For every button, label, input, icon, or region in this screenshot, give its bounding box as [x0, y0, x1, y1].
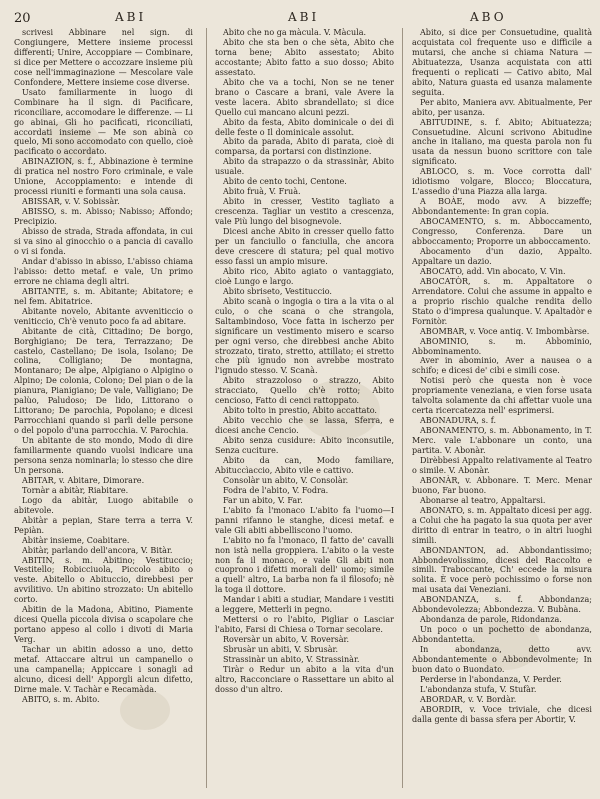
dictionary-entry: Per abito, Maniera avv. Abitualmente, Per abito, per usanza. [412, 97, 592, 117]
dictionary-entry: Abitante de cità, Cittadino; De borgo, Borghigiano; De tera, Terrazzano; De castelo, Castellano; De isola, Isolano; De colina, Colligiano; De montagna, Montanaro; De alpe, Alpigiano o Alpigino o Alpino; De colonia, Colono; Del pian o de la pianura, Pianigiano; De vale, Valligiano; De palùo, Paludoso; De lido, Littorano o Littorano; De parochia, Popolano; e dicesi Parrocchiani quando si parli delle persone o del popolo d'una parrocchia. V. Parochia. [14, 326, 193, 436]
dictionary-entry: ABONDANTON, ad. Abbondantissimo; Abbondevolissimo, dicesi del Raccolto e simili. Traboccante, Ch' eccede la misura solita. È voce però pochissimo o forse non mai usata dai Veneziani. [412, 545, 592, 595]
dictionary-entry: A BOÀE, modo avv. A bizzeffe; Abbondantemente: In gran copia. [412, 197, 592, 217]
dictionary-entry: Abito, si dice per Consuetudine, qualità acquistata col frequente uso e difficile a mutarsi, che anche si chiama Natura — Abituatezza, Usanza acquistata con atti frequenti o replicati — Cativo abito, Mal abito, Natura guasta ed usanza malamente seguita. [412, 28, 592, 97]
dictionary-entry: Abonarse al teatro, Appaltarsi. [420, 495, 546, 505]
dictionary-entry: ABLOCO, s. m. Voce corrotta dall' idiotismo volgare, Blocco; Bloccatura, L'assedio d'una Piazza alla larga. [412, 167, 592, 197]
dictionary-entry: Abito da festa, Abito dominicale o dei dì delle feste o Il dominicale assolut. [215, 117, 394, 137]
dictionary-entry: ABONADURA, s. f. [420, 416, 497, 426]
dictionary-entry: Mettersi o ro l'abito, Pigliar o Lasciar l'abito, Farsi di Chiesa o Tornar secolare. [215, 615, 394, 635]
dictionary-entry: Abito che va a tochi, Non se ne tener brano o Cascare a brani, vale Avere la veste lacera. Abito sbrandellato; si dice Quello cui mancano alcuni pezzi. [215, 77, 394, 117]
column-rule [206, 28, 207, 788]
dictionary-entry: Un abitante de sto mondo, Modo di dire familiarmente quando vuolsi indicare una persona senza nominarla; lo stesso che dire Un persona. [14, 436, 193, 475]
dictionary-entry: Abitin de la Madona, Abitino, Piamente dicesi Quella piccola divisa o scapolare che portano appeso al collo i divoti di Maria Verg. [14, 605, 193, 645]
dictionary-entry: Consolàr un abito, V. Consolàr. [223, 475, 349, 485]
dictionary-entry: In abondanza, detto avv. Abbondantemente o Abbondevolmente; In buon dato o Buondato. [412, 645, 592, 674]
dictionary-entry: Abito da can, Modo familiare, Abituccìaccio, Abito vile e cattivo. [215, 455, 394, 475]
dictionary-entry: Abondanza de parole, Ridondanza. [420, 615, 562, 625]
dictionary-entry: Abito da parada, Abito di parata, cioè di comparsa, da portarsi con distinzione. [215, 137, 394, 157]
dictionary-entry: Andar d'abisso in abisso, L'abisso chiama l'abisso: detto metaf. e vale, Un primo errore ne chiama degli altri. [14, 256, 193, 286]
dictionary-entry: Abito fruà, V. Fruà. [223, 187, 301, 197]
dictionary-entry: ABOCATO, add. Vin abocato, V. Vin. [420, 266, 566, 276]
text-columns [14, 28, 592, 794]
dictionary-entry: ABONAMENTO, s. m. Abbonamento, in T. Merc. vale L'abbonare un conto, una partita. V. Abonàr. [412, 426, 592, 456]
dictionary-entry: Fodra de l'abito, V. Fodra. [223, 485, 329, 495]
dictionary-entry: Abito che sta ben o che sèta, Abito che torna bene; Abito assestato; Abito accostante; Abito fatto a suo dosso; Abito assestato. [215, 37, 394, 77]
dictionary-entry: Abito vecchio che se lassa, Sferra, e dicesi anche Cencio. [215, 416, 394, 436]
dictionary-entry: Dirèbbesi Appalto relativamente al Teatro o simile. V. Abonàr. [412, 455, 592, 475]
dictionary-entry: ABITAR, v. Abitare, Dimorare. [22, 475, 145, 485]
dictionary-entry: Abito che no ga màcula. V. Màcula. [223, 28, 367, 37]
dictionary-entry: Roversàr un abito, V. Roversàr. [223, 635, 350, 645]
dictionary-entry: Abito sbriseto, Vestituccio. [223, 286, 332, 296]
dictionary-entry: Tiràr o Redur un abito a la vita d'un altro, Racconciare o Rassettare un abito al dosso d'un altro. [215, 665, 394, 694]
dictionary-entry: L'abito no fa l'monaco, Il fatto de' cavalli non istà nella groppiera. L'abito o la veste non fa il monaco, e vale Gli abiti non cuoprono i difetti morali dell' uomo; simile a quell' altro, La barba non fa il filosofo; nè la toga il dottore. [215, 535, 394, 595]
running-header [0, 10, 600, 28]
dictionary-entry: Abito de cento tochi, Centone. [223, 177, 347, 187]
dictionary-entry: Far un abito, V. Far. [223, 495, 303, 505]
dictionary-entry: ABINAZION, s. f., Abbinazione è termine di pratica nel nostro Foro criminale, e vale Unione, Accoppiamento: e intende di processi riuniti e formanti una sola causa. [14, 157, 193, 197]
dictionary-entry: Mandar i abiti a studiar, Mandare i vestiti a leggere, Metterli in pegno. [215, 595, 394, 615]
dictionary-entry: ABORDIR, v. Voce triviale, che dicesi dalla gente di bassa sfera per Abortir, V. [412, 704, 592, 724]
dictionary-entry: Abitante novelo, Abitante avveniticcio o veniticcio, Ch'è venuto poco fa ad abitare. [14, 306, 193, 326]
dictionary-entry: Abito strazzoloso o strazzo, Abito stracciato, Quello ch'è rotto; Abito cencioso, Fatto di cenci rattoppato. [215, 376, 394, 406]
dictionary-entry: ABONDANZA, s. f. Abbondanza; Abbondevolezza; Abbondezza. V. Bubàna. [412, 595, 592, 615]
dictionary-entry: Abisso de strada, Strada affondata, in cui si va sino al ginocchio o a pancia di cavallo o vi si fonda. [14, 227, 193, 256]
dictionary-entry: Abitàr, parlando dell'ancora, V. Bitàr. [22, 545, 173, 555]
dictionary-entry: ABORDAR, v. V. Bordàr. [420, 694, 517, 704]
dictionary-entry: ABOMINIO, s. m. Abbominio, Abbominamento. [412, 336, 592, 356]
column-middle [215, 28, 394, 792]
dictionary-entry: ABITANTE, s. m. Abitante; Abitatore; e nel fem. Abitatrice. [14, 286, 193, 306]
header-guide-right: ABO [470, 10, 507, 24]
dictionary-entry: ABITUDINE, s. f. Abito; Abituatezza; Consuetudine. Alcuni scrivono Abitudine anche in italiano, ma questa parola non fu usata da nessun buono scrittore con tale significato. [412, 117, 592, 167]
dictionary-entry: Abito tolto in prestio, Abito accattato. [223, 406, 377, 416]
dictionary-entry: Abito rico, Abito agiato o vantaggiato, cioè Lungo e largo. [215, 266, 394, 286]
dictionary-entry: Tornàr a abitàr, Riabitare. [22, 485, 129, 495]
dictionary-entry: Abito scanà o ingogia o tira a la vita o al culo, o che scana o che strangola, Saltambindoso, Voce fatta in ischerzo per significare un vestimento misero e scarso per ogni verso, che direbbesi anche Abito strozzato, tirato, stretto, attillato; ei stretto che più ignudo non avrebbe mostrato l'ignudo stesso. V. Scanà. [215, 296, 394, 376]
header-guide-left: ABI [115, 10, 147, 24]
dictionary-entry: Dicesi anche Abito in cresser quello fatto per un fanciullo o fanciulla, che ancora deve crescere di statura; pel qual motivo esso fassi un ampio misure. [215, 227, 394, 266]
column-right [412, 28, 592, 792]
dictionary-entry: Usato familiarmente in luogo di Combinare ha il sign. di Pacificare, riconciliare, accomodare le differenze. — Li go abinai, Gli ho pacificati, riconciliati, accordati insieme — Me son abinà co quelo, Mi sono accomodato con quello, cioè pacificato o accordato. [14, 87, 193, 157]
dictionary-entry: scrivesi Abbinare nel sign. di Congiungere, Mettere insieme processi differenti; Unire, Accoppiare — Combinare, si dice per Mettere o accozzare insieme più cose nell'immaginazione — Mescolare vale Confondere, Mettere insieme cose diverse. [14, 28, 193, 87]
dictionary-entry: Logo da abitàr, Luogo abitabile o abitevole. [14, 495, 193, 515]
page-number: 20 [14, 11, 31, 26]
dictionary-entry: Aver in abominio, Aver a nausea o a schifo; e dicesi de' cibi e simili cose. [412, 356, 592, 376]
dictionary-entry: ABOCAMENTO, s. m. Abboccamento, Congresso, Conferenza. Dare un abboccamento; Proporre un abboccamento. [412, 217, 592, 247]
dictionary-entry: Abito da strapazzo o da strassinàr, Abito usuale. [215, 157, 394, 177]
dictionary-entry: ABISSAR, v. V. Sobissàr. [22, 197, 120, 207]
dictionary-entry: Perderse in l'abondanza, V. Perder. [420, 674, 562, 684]
dictionary-entry: Abito senza cusidure: Abito inconsutile, Senza cuciture. [215, 436, 394, 456]
dictionary-entry: Strassinàr un abito, V. Strassinàr. [223, 655, 360, 665]
dictionary-entry: Tachar un abitin adosso a uno, detto metaf. Attaccare altrui un campanello o una campanella; Appiccare i sonagli ad alcuno, dicesi dell' Apporgli alcun difetto, Dirne male. V. Tachàr e Recamàda. [14, 645, 193, 694]
header-guide-center: ABI [288, 10, 320, 24]
dictionary-entry: Abitàr insieme, Coabitare. [22, 535, 130, 545]
dictionary-entry: Un poco o un pochetto de abondanza, Abbondantetta. [412, 625, 592, 645]
column-left [14, 28, 193, 792]
dictionary-entry: Abito in cresser, Vestito tagliato a crescenza. Tagliar un vestito a crescenza, vale Più lungo del bisognevole. [215, 197, 394, 227]
dictionary-entry: L'abondanza stufa, V. Stufàr. [420, 684, 537, 694]
dictionary-entry: ABITIN, s. m. Abitino; Vestituccio; Vestitello; Robicciuola, Piccolo abito o veste. Abitello o Abituccio, direbbesi per avvilitivo. Un abitino strozzato: Un abitello corto. [14, 555, 193, 605]
dictionary-entry: ABONÀR, v. Abbonare. T. Merc. Menar buono, Far buono. [412, 475, 592, 495]
dictionary-entry: L'abito fa l'monaco L'abito fa l'uomo—I panni rifanno le stanghe, dicesi metaf. e vale Gli abiti abbelliscono l'uomo. [215, 505, 394, 535]
dictionary-entry: ABOMBAR, v. Voce antiq. V. Imbombàrse. [420, 326, 590, 336]
dictionary-entry: Notisi però che questa non è voce propriamente veneziana, e vien forse usata talvolta solamente da chi affettar vuole una certa ricercatezza nell' esprimersi. [412, 376, 592, 416]
dictionary-entry: ABISSO, s. m. Abisso; Nabisso; Affondo; Precipizio. [14, 207, 193, 227]
dictionary-entry: Sbrusàr un abiti, V. Sbrusàr. [223, 645, 339, 655]
dictionary-entry: ABITO, s. m. Abito. [22, 694, 100, 704]
dictionary-entry: Abocamento d'un dazio, Appalto. Appaltare un dazio. [412, 246, 592, 266]
dictionary-entry: ABONATO, s. m. Appaltato dicesi per agg. a Colui che ha pagato la sua quota per aver diritto di entrar in teatro, o in altri luoghi simili. [412, 505, 592, 545]
column-rule [402, 28, 403, 788]
dictionary-entry: ABOCATÒR, s. m. Appaltatore o Arrendatore. Colui che assume in appalto e a proprio rischio qualche rendita dello Stato o d'impresa qualunque. V. Apaltadòr e Fornitòr. [412, 276, 592, 326]
dictionary-entry: Abitàr a pepian, Stare terra a terra V. Pepiàn. [14, 515, 193, 535]
